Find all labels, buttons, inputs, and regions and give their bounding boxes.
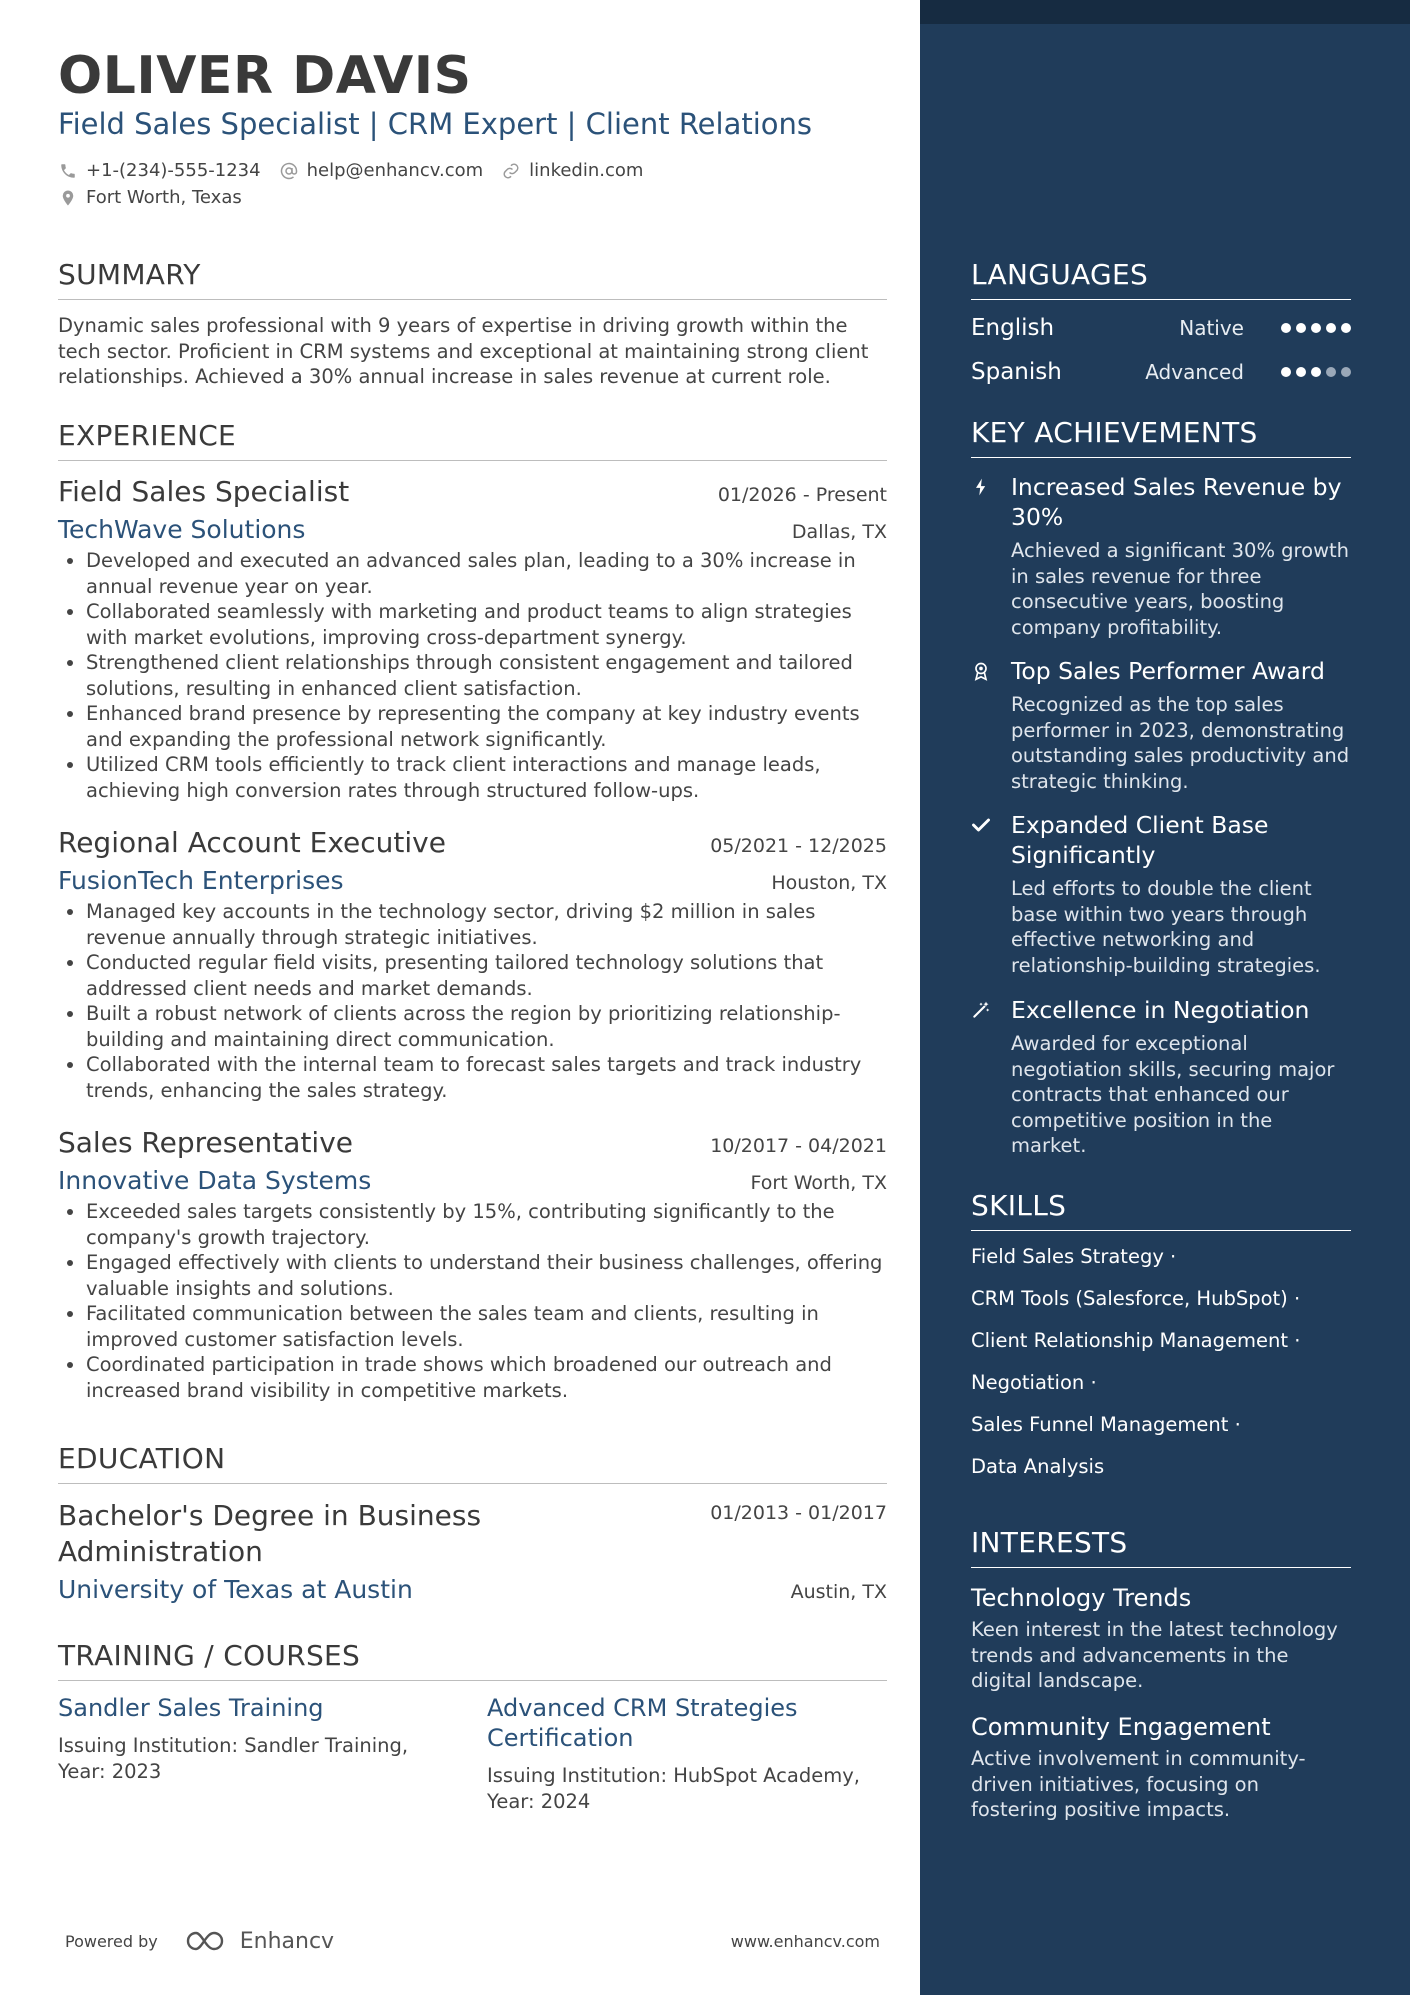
interest-item xyxy=(971,1583,1351,1694)
link-icon xyxy=(501,161,521,181)
infinity-logo-icon xyxy=(184,1928,232,1954)
job-title: Regional Account Executive xyxy=(58,826,446,859)
footer xyxy=(65,1928,880,1954)
skill-item: Data Analysis xyxy=(971,1455,1105,1478)
interest-title: Technology Trends xyxy=(971,1584,1192,1612)
rating-dot-empty xyxy=(1341,367,1351,377)
skills-heading: SKILLS xyxy=(971,1188,1351,1231)
company-name: FusionTech Enterprises xyxy=(58,866,344,895)
job-bullets xyxy=(58,899,887,1103)
job-dates: 05/2021 - 12/2025 xyxy=(710,835,887,857)
company-name: Innovative Data Systems xyxy=(58,1166,372,1195)
linkedin-contact[interactable] xyxy=(501,160,643,181)
rating-dot-filled xyxy=(1341,323,1351,333)
course-desc: Issuing Institution: HubSpot Academy, Year: 2024 xyxy=(487,1764,860,1813)
award-icon xyxy=(971,656,1011,686)
job-location: Dallas, TX xyxy=(791,521,887,543)
achievements-heading: KEY ACHIEVEMENTS xyxy=(971,415,1351,458)
rating-dot-filled xyxy=(1311,367,1321,377)
bullet: • Built a robust network of clients across the region by prioritizing relationship-building and maintaining direct communication. xyxy=(86,1001,887,1052)
phone-number: +1-(234)-555-1234 xyxy=(86,160,261,181)
language-name: Spanish xyxy=(971,359,1062,385)
education-heading: EDUCATION xyxy=(58,1441,887,1484)
interest-title: Community Engagement xyxy=(971,1713,1271,1741)
phone-icon xyxy=(58,161,78,181)
summary-heading: SUMMARY xyxy=(58,257,887,300)
job-title: Sales Representative xyxy=(58,1126,353,1159)
achievement-desc: Led efforts to double the client base within two years through effective networking and relationship-building strategies. xyxy=(1011,877,1321,977)
education-entry xyxy=(58,1498,887,1606)
at-sign-icon xyxy=(279,161,299,181)
course-desc: Issuing Institution: Sandler Training, Year: 2023 xyxy=(58,1734,409,1783)
location-pin-icon xyxy=(58,188,78,208)
summary-text: Dynamic sales professional with 9 years of expertise in driving growth within the tech sector. Proficient in CRM systems and exceptional at maintaining strong client relationships. Achieved a 30% annual increase in sales revenue at current role. xyxy=(58,314,869,388)
language-level: Native xyxy=(1179,316,1244,340)
language-item xyxy=(971,355,1351,389)
rating-dots xyxy=(1276,323,1351,333)
achievement-title: Excellence in Negotiation xyxy=(1011,996,1310,1024)
bullet: • Facilitated communication between the sales team and clients, resulting in improved customer satisfaction levels. xyxy=(86,1301,887,1352)
bullet: • Conducted regular field visits, presenting tailored technology solutions that addressed client needs and market demands. xyxy=(86,950,887,1001)
candidate-name: OLIVER DAVIS xyxy=(58,46,472,106)
headline: Field Sales Specialist | CRM Expert | Client Relations xyxy=(58,107,813,141)
skill-item: Client Relationship Management · xyxy=(971,1329,1301,1352)
phone-contact[interactable] xyxy=(58,160,261,181)
rating-dot-filled xyxy=(1296,323,1306,333)
brand-name: Enhancv xyxy=(239,1928,335,1954)
skill-item: CRM Tools (Salesforce, HubSpot) · xyxy=(971,1287,1301,1310)
achievement-item xyxy=(971,656,1351,794)
achievement-desc: Recognized as the top sales performer in 2023, demonstrating outstanding sales productivity and strategic thinking. xyxy=(1011,693,1350,793)
bullet: • Strengthened client relationships through consistent engagement and tailored solutions, resulting in enhanced client satisfaction. xyxy=(86,650,887,701)
rating-dot-empty xyxy=(1326,367,1336,377)
achievement-desc: Awarded for exceptional negotiation skills, securing major contracts that enhanced our competitive position in the market. xyxy=(1011,1032,1335,1157)
interests-heading: INTERESTS xyxy=(971,1525,1351,1568)
languages-heading: LANGUAGES xyxy=(971,257,1351,300)
bullet: • Coordinated participation in trade shows which broadened our outreach and increased brand visibility in competitive markets. xyxy=(86,1352,887,1403)
bullet: • Utilized CRM tools efficiently to track client interactions and manage leads, achieving high conversion rates through structured follow-ups. xyxy=(86,752,887,803)
achievement-title: Top Sales Performer Award xyxy=(1011,657,1325,685)
rating-dot-filled xyxy=(1281,323,1291,333)
rating-dot-filled xyxy=(1326,323,1336,333)
bullet: • Developed and executed an advanced sales plan, leading to a 30% increase in annual revenue year on year. xyxy=(86,548,887,599)
language-name: English xyxy=(971,315,1055,341)
course-title: Advanced CRM Strategies Certification xyxy=(487,1694,798,1752)
language-level: Advanced xyxy=(1145,360,1244,384)
job-bullets xyxy=(58,1199,887,1403)
enhancv-logo[interactable] xyxy=(184,1928,334,1954)
company-name: TechWave Solutions xyxy=(58,515,306,544)
bullet: • Enhanced brand presence by representing the company at key industry events and expanding the professional network significantly. xyxy=(86,701,887,752)
achievement-title: Expanded Client Base Significantly xyxy=(1011,811,1269,869)
linkedin-url: linkedin.com xyxy=(529,160,644,181)
achievement-item xyxy=(971,810,1351,978)
check-icon xyxy=(971,810,1011,870)
interest-item xyxy=(971,1712,1351,1823)
interest-desc: Keen interest in the latest technology trends and advancements in the digital landscape. xyxy=(971,1618,1338,1692)
email-contact[interactable] xyxy=(279,160,484,181)
location-contact xyxy=(58,187,242,208)
powered-by-label: Powered by xyxy=(65,1931,158,1951)
achievement-item xyxy=(971,472,1351,640)
achievement-item xyxy=(971,995,1351,1159)
rating-dot-filled xyxy=(1296,367,1306,377)
skill-item: Negotiation · xyxy=(971,1371,1097,1394)
experience-heading: EXPERIENCE xyxy=(58,418,887,461)
degree: Bachelor's Degree in Business Administration xyxy=(58,1499,482,1568)
email-address: help@enhancv.com xyxy=(306,160,484,181)
rating-dot-filled xyxy=(1311,323,1321,333)
job-dates: 10/2017 - 04/2021 xyxy=(710,1135,887,1157)
education-location: Austin, TX xyxy=(790,1581,887,1603)
bullet: • Engaged effectively with clients to understand their business challenges, offering valuable insights and solutions. xyxy=(86,1250,887,1301)
job-location: Fort Worth, TX xyxy=(750,1172,887,1194)
bullet: • Exceeded sales targets consistently by 15%, contributing significantly to the company's growth trajectory. xyxy=(86,1199,887,1250)
skill-item: Sales Funnel Management · xyxy=(971,1413,1241,1436)
course-title: Sandler Sales Training xyxy=(58,1694,324,1722)
language-item xyxy=(971,311,1351,345)
achievement-desc: Achieved a significant 30% growth in sales revenue for three consecutive years, boosting company profitability. xyxy=(1011,539,1350,639)
training-heading: TRAINING / COURSES xyxy=(58,1638,887,1681)
course-item xyxy=(58,1693,458,1814)
job-location: Houston, TX xyxy=(771,872,887,894)
interest-desc: Active involvement in community-driven initiatives, focusing on fostering positive impacts. xyxy=(971,1747,1306,1821)
footer-url[interactable]: www.enhancv.com xyxy=(730,1931,880,1951)
contact-info xyxy=(58,157,898,211)
education-dates: 01/2013 - 01/2017 xyxy=(710,1502,887,1524)
rating-dot-filled xyxy=(1281,367,1291,377)
job-entry xyxy=(58,1125,887,1403)
rating-dots xyxy=(1276,367,1351,377)
bolt-icon xyxy=(971,472,1011,532)
school-name: University of Texas at Austin xyxy=(58,1575,413,1604)
course-item xyxy=(487,1693,887,1814)
job-entry xyxy=(58,825,887,1103)
job-entry xyxy=(58,474,887,803)
job-title: Field Sales Specialist xyxy=(58,475,350,508)
bullet: • Collaborated seamlessly with marketing and product teams to align strategies with market evolutions, improving cross-department synergy. xyxy=(86,599,887,650)
courses-list xyxy=(58,1693,887,1814)
bullet: • Collaborated with the internal team to forecast sales targets and track industry trends, enhancing the sales strategy. xyxy=(86,1052,887,1103)
skills-list xyxy=(971,1244,1351,1496)
magic-wand-icon xyxy=(971,995,1011,1025)
location-text: Fort Worth, Texas xyxy=(86,187,242,208)
job-dates: 01/2026 - Present xyxy=(717,484,887,506)
achievement-title: Increased Sales Revenue by 30% xyxy=(1011,473,1342,531)
sidebar-top-bar xyxy=(920,0,1410,24)
skill-item: Field Sales Strategy · xyxy=(971,1245,1177,1268)
job-bullets xyxy=(58,548,887,803)
bullet: • Managed key accounts in the technology sector, driving $2 million in sales revenue annually through strategic initiatives. xyxy=(86,899,887,950)
